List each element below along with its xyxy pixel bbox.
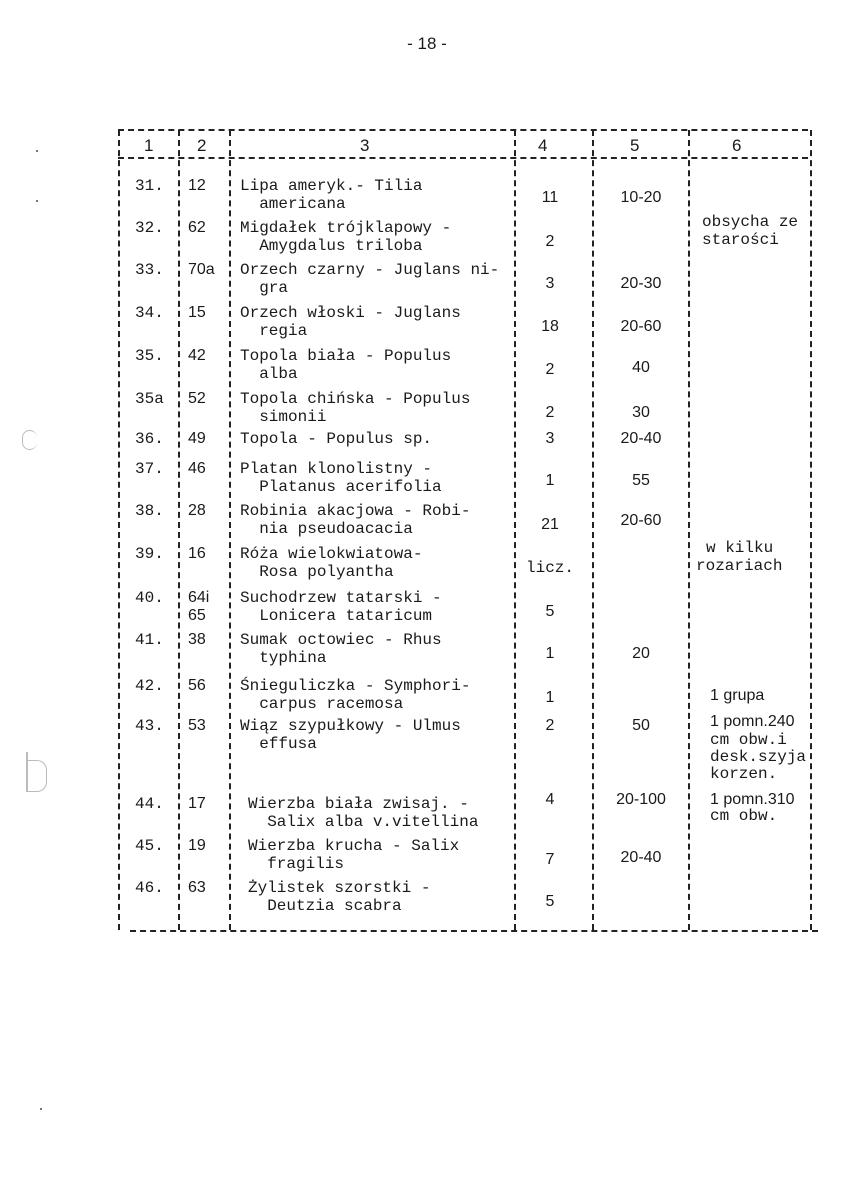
row-id: 12 [188,177,206,194]
size-cell: 20-60 [620,318,662,335]
species-name-line2: carpus racemosa [240,695,404,713]
species-name-line1: Wierzba biała zwisaj. - [248,795,469,813]
species-name-line2: americana [240,195,346,213]
count-cell: 2 [545,361,555,378]
species-name-line2: Salix alba v.vitellina [248,813,479,831]
count-cell: 3 [545,430,555,447]
species-name-line1: Sumak octowiec - Rhus [240,631,442,649]
row-number: 37. [135,460,164,478]
species-name-line2: Lonicera tataricum [240,607,433,625]
row-id: 42 [188,347,206,364]
count-cell: 7 [545,851,555,868]
species-name-line1: Topola chińska - Populus [240,390,471,408]
note-line1: 1 pomn.310 [710,791,795,808]
row-id: 70a [188,261,215,278]
table-row [0,836,854,873]
row-number: 43. [135,717,164,735]
scan-artifact [28,760,47,792]
row-number: 31. [135,177,164,195]
table-row [0,303,854,340]
note-line1: 1 pomn.240 [710,713,795,730]
count-cell: 5 [545,893,555,910]
count-cell: 21 [541,516,559,533]
note-line2: starości [702,231,779,249]
row-number: 34. [135,304,164,322]
species-name-line1: Róża wielokwiatowa- [240,545,423,563]
row-number: 36. [135,430,164,448]
row-number: 40. [135,589,164,607]
size-cell: 30 [632,404,650,421]
scan-artifact [36,150,38,152]
header-col-5: 5 [630,136,640,155]
row-id-line2: 65 [188,607,206,624]
note-line2: cm obw.i [710,731,787,749]
count-cell: 5 [545,603,555,620]
row-id: 64i [188,589,210,606]
header-col-6: 6 [732,136,742,155]
size-cell: 20 [632,645,650,662]
row-id: 38 [188,631,206,648]
row-number: 39. [135,545,164,563]
species-name-line2: nia pseudoacacia [240,520,413,538]
count-cell: 1 [545,689,555,706]
table-row [0,389,854,426]
note-line4: korzen. [710,765,778,783]
column-border-right [810,130,812,930]
species-name-line1: Żylistek szorstki - [248,879,431,897]
note-line2: rozariach [696,557,783,575]
row-number: 46. [135,879,164,897]
row-id: 17 [188,795,206,812]
count-cell: 18 [541,318,559,335]
count-cell: 3 [545,275,555,292]
row-id: 62 [188,219,206,236]
scan-artifact [36,200,38,202]
table-row [0,213,854,255]
species-name-line1: Śnieguliczka - Symphori- [240,677,471,695]
header-col-2: 2 [197,136,207,155]
column-border-1-2 [178,130,180,930]
table-row [0,501,854,538]
column-border-5-6 [688,130,690,930]
note-line1: w kilku [706,539,774,557]
species-name-line2: regia [240,322,308,340]
species-name-line1: Wierzba krucha - Salix [248,837,460,855]
species-name-line2: fragilis [248,855,345,873]
row-number: 45. [135,837,164,855]
species-name-line1: Wiąz szypułkowy - Ulmus [240,717,461,735]
table-row [0,588,854,625]
row-id: 52 [188,390,206,407]
row-id: 56 [188,677,206,694]
row-id: 16 [188,545,206,562]
table-row [0,459,854,496]
column-border-3-4 [514,130,516,930]
column-border-left [118,130,120,930]
count-cell: 2 [545,717,555,734]
species-name-line2: Deutzia scabra [248,897,402,915]
species-name-line1: Topola - Populus sp. [240,430,433,448]
count-cell: licz. [525,559,574,577]
row-id: 46 [188,460,206,477]
species-name-line1: Topola biała - Populus [240,347,452,365]
header-col-4: 4 [538,136,548,155]
scan-artifact [22,430,37,450]
row-number: 38. [135,502,164,520]
size-cell: 20-30 [620,275,662,292]
scan-artifact [40,1108,42,1110]
column-border-2-3 [229,130,231,930]
row-id: 15 [188,304,206,321]
count-cell: 1 [545,645,555,662]
size-cell: 20-100 [616,791,666,808]
size-cell: 20-60 [620,512,662,529]
size-cell: 10-20 [620,189,662,206]
species-name-line1: Orzech czarny - Juglans ni- [240,261,500,279]
table-top-border [118,129,808,131]
table-row [0,539,854,581]
row-id: 49 [188,430,206,447]
species-name-line2: effusa [240,735,317,753]
species-name-line2: typhina [240,649,327,667]
size-cell: 20-40 [620,430,662,447]
row-number: 35. [135,347,164,365]
row-id: 63 [188,879,206,896]
row-number: 32. [135,219,164,237]
size-cell: 20-40 [620,849,662,866]
species-name-line1: Platan klonolistny - [240,460,433,478]
species-name-line2: Amygdalus triloba [240,237,423,255]
species-name-line1: Robinia akacjowa - Robi- [240,502,471,520]
size-cell: 50 [632,717,650,734]
species-name-line2: simonii [240,408,327,426]
row-number: 42. [135,677,164,695]
species-name-line1: Migdałek trójklapowy - [240,219,452,237]
page-number: - 18 - [407,34,447,53]
species-name-line2: alba [240,365,298,383]
row-id: 53 [188,717,206,734]
species-name-line1: Lipa ameryk.- Tilia [240,177,423,195]
table-row [0,713,854,783]
column-border-4-5 [592,130,594,930]
note-line1: 1 grupa [710,687,765,704]
table-row [0,791,854,831]
count-cell: 2 [545,233,555,250]
species-name-line1: Orzech włoski - Juglans [240,304,461,322]
table-bottom-border [130,930,818,932]
species-name-line2: gra [240,279,289,297]
table-row [0,878,854,915]
count-cell: 4 [545,791,555,808]
species-name-line2: Platanus acerifolia [240,478,442,496]
note-line1: obsycha ze [702,213,799,231]
count-cell: 11 [541,189,559,206]
row-number: 44. [135,795,164,813]
header-separator [118,157,808,159]
row-number: 35a [135,390,164,408]
count-cell: 1 [545,472,555,489]
note-line3: desk.szyja [710,748,807,766]
count-cell: 2 [545,404,555,421]
table-row [0,429,854,448]
row-id: 19 [188,837,206,854]
row-number: 41. [135,631,164,649]
species-name-line2: Rosa polyantha [240,563,394,581]
species-name-line1: Suchodrzew tatarski - [240,589,442,607]
size-cell: 55 [632,472,650,489]
header-col-1: 1 [144,136,154,155]
header-col-3: 3 [360,136,370,155]
row-id: 28 [188,502,206,519]
note-line2: cm obw. [710,807,778,825]
table-row [0,260,854,297]
table-row [0,630,854,667]
table-row [0,176,854,213]
row-number: 33. [135,261,164,279]
table-row [0,676,854,713]
table-row [0,346,854,383]
size-cell: 40 [632,359,650,376]
